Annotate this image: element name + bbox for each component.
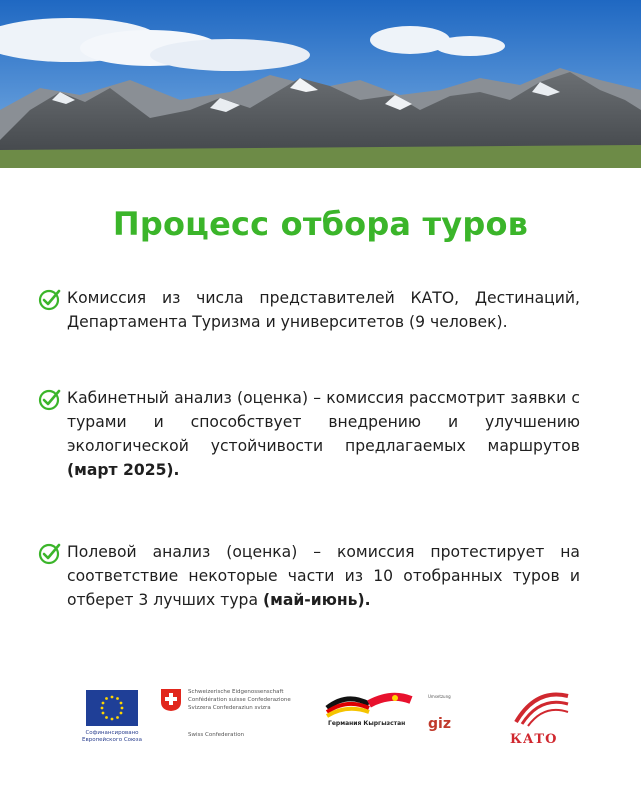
- page-title: Процесс отбора туров: [112, 205, 529, 243]
- item-text: Кабинетный анализ (оценка) – комиссия рассмотрит заявки с турами и способствует внедрению и улучшению экологической устойчивости предлагаемых маршрутов (март 2025).: [67, 389, 580, 479]
- check-circle-icon: [38, 287, 62, 311]
- list-item: [38, 386, 580, 482]
- partner-logos: [0, 680, 641, 760]
- item-text: Комиссия из числа представителей КАТО, Дестинаций, Департамента Туризма и университетов (9 человек).: [67, 289, 580, 331]
- kato-logo: [506, 688, 576, 728]
- list-item: [38, 286, 580, 334]
- mountain-hero-image: [0, 0, 641, 168]
- giz-logo: giz: [428, 716, 451, 732]
- germany-logo-caption: Германия Кыргызстан: [328, 720, 406, 727]
- item-text: Полевой анализ (оценка) – комиссия протестирует на соответствие некоторые части из 10 отобранных туров и отберет 3 лучших тура (май-июнь).: [67, 543, 580, 609]
- swiss-flag-logo: [160, 688, 182, 712]
- kato-logo-text: КАТО: [510, 732, 558, 747]
- giz-caption: Umsetzung: [428, 694, 451, 699]
- swiss-logo-footer: Swiss Confederation: [188, 732, 245, 738]
- eu-flag-logo: [86, 690, 138, 726]
- list-item: [38, 540, 580, 612]
- check-circle-icon: [38, 541, 62, 565]
- eu-logo-caption: Софинансировано Европейского Союза: [82, 730, 142, 743]
- check-circle-icon: [38, 387, 62, 411]
- swiss-logo-text: Schweizerische Eidgenossenschaft Confédération suisse Confederazione Svizzera Confederaziun svizra: [188, 689, 291, 711]
- germany-kyrgyzstan-logo: [325, 690, 413, 736]
